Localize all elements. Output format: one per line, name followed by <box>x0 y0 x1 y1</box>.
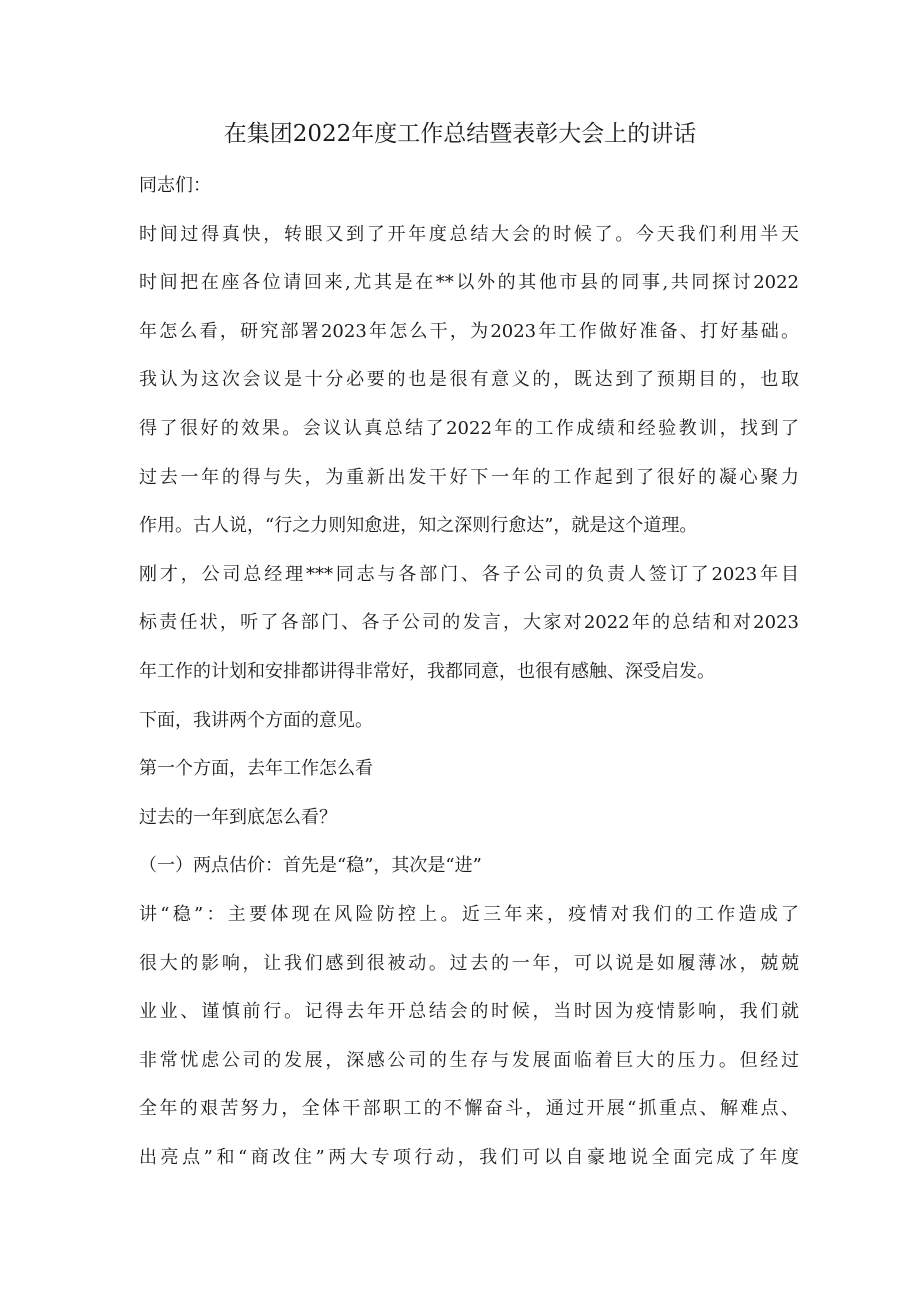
document-title: 在集团2022年度工作总结暨表彰大会上的讲话 <box>223 121 697 147</box>
body-line: 很大的影响，让我们感到很被动。过去的一年，可以说是如履薄冰，兢兢 <box>139 952 799 974</box>
body-line: 年怎么看，研究部署2023年怎么干，为2023年工作做好准备、打好基础。 <box>139 320 799 342</box>
body-line: （一）两点估价：首先是“稳”，其次是“进” <box>139 855 482 877</box>
body-line: 过去的一年到底怎么看？ <box>139 806 337 828</box>
body-line: 得了很好的效果。会议认真总结了2022年的工作成绩和经验教训，找到了 <box>139 417 799 439</box>
body-line: 业业、谨慎前行。记得去年开总结会的时候，当时因为疫情影响，我们就 <box>139 1001 799 1023</box>
body-line: 时间过得真快，转眼又到了开年度总结大会的时候了。今天我们利用半天 <box>139 223 799 245</box>
body-line: 过去一年的得与失，为重新出发干好下一年的工作起到了很好的凝心聚力 <box>139 466 799 488</box>
body-line: 下面，我讲两个方面的意见。 <box>139 709 373 731</box>
body-line: 非常忧虑公司的发展，深感公司的生存与发展面临着巨大的压力。但经过 <box>139 1049 799 1071</box>
body-line: 标责任状，听了各部门、各子公司的发言，大家对2022年的总结和对2023 <box>139 612 799 634</box>
body-line: 作用。古人说，“行之力则知愈进，知之深则行愈达”，就是这个道理。 <box>139 515 698 537</box>
body-line: 年工作的计划和安排都讲得非常好，我都同意，也很有感触、深受启发。 <box>139 660 715 682</box>
body-line: 刚才，公司总经理***同志与各部门、各子公司的负责人签订了2023年目 <box>139 563 799 585</box>
body-line: 出亮点”和“商改住”两大专项行动，我们可以自豪地说全面完成了年度 <box>139 1146 799 1168</box>
body-line: 时间把在座各位请回来,尤其是在**以外的其他市县的同事,共同探讨2022 <box>139 272 799 294</box>
document-body <box>139 166 799 1186</box>
body-line: 同志们： <box>139 175 211 196</box>
body-line: 全年的艰苦努力，全体干部职工的不懈奋斗，通过开展“抓重点、解难点、 <box>139 1098 799 1120</box>
body-line: 第一个方面，去年工作怎么看 <box>139 758 373 780</box>
body-line: 讲“稳”：主要体现在风险防控上。近三年来，疫情对我们的工作造成了 <box>139 903 799 925</box>
body-line: 我认为这次会议是十分必要的也是很有意义的，既达到了预期目的，也取 <box>139 369 799 391</box>
